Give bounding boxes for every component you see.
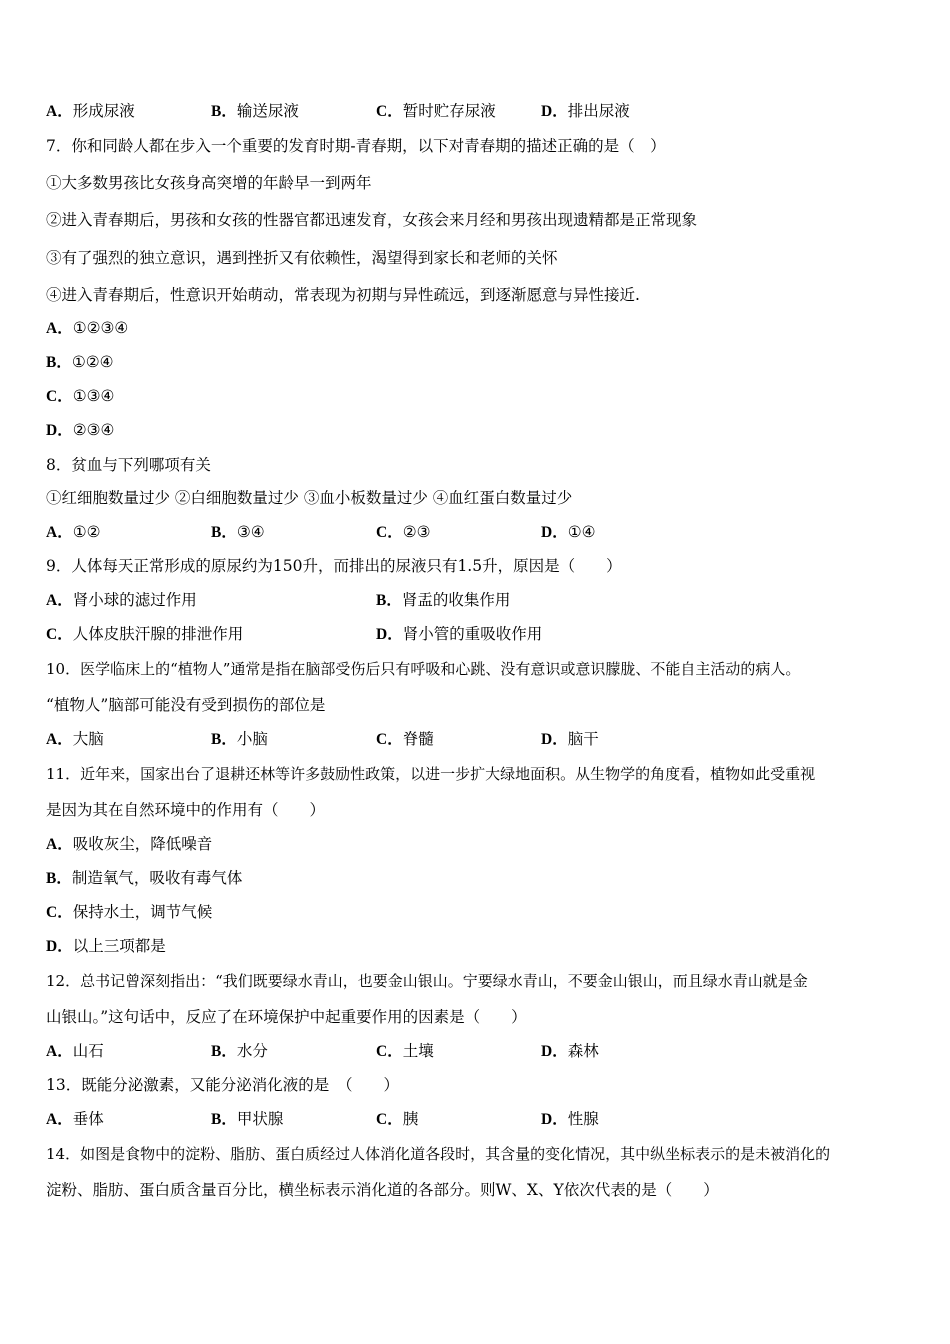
q7-option-d[interactable] bbox=[46, 420, 114, 441]
q9-option-a[interactable] bbox=[46, 590, 197, 611]
option-letter: D． bbox=[541, 524, 568, 541]
q6-option-c[interactable] bbox=[376, 101, 496, 122]
option-letter: D． bbox=[46, 938, 73, 955]
option-text: 土壤 bbox=[402, 1042, 434, 1060]
option-letter: B． bbox=[46, 354, 72, 371]
option-text: 胰 bbox=[402, 1110, 419, 1128]
option-text: 小脑 bbox=[236, 730, 268, 748]
option-text: 甲状腺 bbox=[236, 1110, 284, 1128]
option-text: ①② bbox=[72, 523, 101, 541]
option-letter: D． bbox=[541, 103, 568, 120]
option-text: 肾盂的收集作用 bbox=[401, 591, 511, 609]
q12-option-c[interactable] bbox=[376, 1041, 434, 1062]
q8-option-b[interactable] bbox=[211, 522, 265, 543]
option-letter: B． bbox=[211, 103, 237, 120]
option-letter: A． bbox=[46, 836, 73, 853]
option-text: 肾小管的重吸收作用 bbox=[402, 625, 543, 643]
q14-stem-line-1: 14．如图是食物中的淀粉、脂肪、蛋白质经过人体消化道各段时，其含量的变化情况，其中纵坐标表示的是未被消化的 bbox=[46, 1145, 831, 1163]
q7-option-c[interactable] bbox=[46, 386, 114, 407]
option-letter: B． bbox=[211, 1111, 237, 1128]
option-letter: C． bbox=[376, 731, 403, 748]
option-letter: B． bbox=[376, 592, 402, 609]
option-text: ③④ bbox=[236, 523, 265, 541]
q10-stem-line-2: “植物人”脑部可能没有受到损伤的部位是 bbox=[46, 696, 326, 714]
option-letter: D． bbox=[376, 626, 403, 643]
q6-option-b[interactable] bbox=[211, 101, 299, 122]
option-letter: C． bbox=[46, 626, 73, 643]
q9-option-c[interactable] bbox=[46, 624, 243, 645]
option-text: ①③④ bbox=[72, 387, 115, 405]
q13-option-a[interactable] bbox=[46, 1109, 104, 1130]
option-text: 性腺 bbox=[567, 1110, 599, 1128]
q7-statement-4: ④进入青春期后，性意识开始萌动，常表现为初期与异性疏远，到逐渐愿意与异性接近. bbox=[46, 286, 640, 304]
option-letter: D． bbox=[541, 1043, 568, 1060]
q12-option-b[interactable] bbox=[211, 1041, 268, 1062]
q8-option-c[interactable] bbox=[376, 522, 431, 543]
option-text: ①②③④ bbox=[72, 319, 129, 337]
q7-option-b[interactable] bbox=[46, 352, 114, 373]
q11-option-a[interactable] bbox=[46, 834, 212, 855]
option-letter: B． bbox=[211, 731, 237, 748]
option-text: 制造氧气，吸收有毒气体 bbox=[71, 869, 243, 887]
q11-option-d[interactable] bbox=[46, 936, 166, 957]
q13-option-d[interactable] bbox=[541, 1109, 599, 1130]
option-text: 吸收灰尘，降低噪音 bbox=[72, 835, 213, 853]
q11-stem-line-1: 11．近年来，国家出台了退耕还林等许多鼓励性政策，以进一步扩大绿地面积。从生物学的角度看，植物如此受重视 bbox=[46, 765, 816, 783]
option-letter: A． bbox=[46, 524, 73, 541]
option-text: 水分 bbox=[236, 1042, 268, 1060]
q12-stem-line-2: 山银山。”这句话中，反应了在环境保护中起重要作用的因素是（ ） bbox=[46, 1008, 527, 1026]
q11-option-c[interactable] bbox=[46, 902, 212, 923]
option-letter: C． bbox=[46, 904, 73, 921]
q6-option-a[interactable] bbox=[46, 101, 135, 122]
option-letter: C． bbox=[46, 388, 73, 405]
option-letter: D． bbox=[541, 1111, 568, 1128]
q8-stem: 8．贫血与下列哪项有关 bbox=[46, 456, 211, 474]
option-letter: C． bbox=[376, 524, 403, 541]
q12-option-a[interactable] bbox=[46, 1041, 104, 1062]
option-text: 以上三项都是 bbox=[72, 937, 166, 955]
q12-stem-line-1: 12．总书记曾深刻指出：“我们既要绿水青山，也要金山银山。宁要绿水青山，不要金山银山，而且绿水青山就是金 bbox=[46, 972, 808, 990]
q11-stem-line-2: 是因为其在自然环境中的作用有（ ） bbox=[46, 801, 326, 819]
option-letter: A． bbox=[46, 103, 73, 120]
option-text: 森林 bbox=[567, 1042, 599, 1060]
q11-option-b[interactable] bbox=[46, 868, 242, 889]
option-letter: B． bbox=[46, 870, 72, 887]
q12-option-d[interactable] bbox=[541, 1041, 599, 1062]
option-letter: A． bbox=[46, 320, 73, 337]
option-text: 输送尿液 bbox=[236, 102, 299, 120]
q13-stem: 13．既能分泌激素，又能分泌消化液的是 （ ） bbox=[46, 1076, 399, 1094]
q8-option-d[interactable] bbox=[541, 522, 596, 543]
option-text: ②③④ bbox=[72, 421, 115, 439]
q7-stem: 7．你和同龄人都在步入一个重要的发育时期-青春期，以下对青春期的描述正确的是（ ） bbox=[46, 137, 666, 155]
option-text: ①②④ bbox=[71, 353, 114, 371]
option-letter: A． bbox=[46, 1111, 73, 1128]
q7-statement-1: ①大多数男孩比女孩身高突增的年龄早一到两年 bbox=[46, 174, 372, 192]
option-text: 肾小球的滤过作用 bbox=[72, 591, 197, 609]
option-text: ①④ bbox=[567, 523, 596, 541]
option-text: 山石 bbox=[72, 1042, 104, 1060]
option-text: 脊髓 bbox=[402, 730, 434, 748]
q8-option-a[interactable] bbox=[46, 522, 101, 543]
q10-option-c[interactable] bbox=[376, 729, 434, 750]
option-text: 保持水土，调节气候 bbox=[72, 903, 213, 921]
option-letter: B． bbox=[211, 1043, 237, 1060]
q8-statement: ①红细胞数量过少 ②白细胞数量过少 ③血小板数量过少 ④血红蛋白数量过少 bbox=[46, 489, 573, 507]
option-text: 暂时贮存尿液 bbox=[402, 102, 496, 120]
q10-option-d[interactable] bbox=[541, 729, 599, 750]
q9-option-b[interactable] bbox=[376, 590, 510, 611]
q6-option-d[interactable] bbox=[541, 101, 630, 122]
option-letter: C． bbox=[376, 103, 403, 120]
option-text: 形成尿液 bbox=[72, 102, 135, 120]
q10-option-a[interactable] bbox=[46, 729, 104, 750]
q10-stem-line-1: 10．医学临床上的“植物人”通常是指在脑部受伤后只有呼吸和心跳、没有意识或意识朦胧、不能自主活动的病人。 bbox=[46, 660, 801, 678]
option-letter: C． bbox=[376, 1111, 403, 1128]
q13-option-b[interactable] bbox=[211, 1109, 283, 1130]
option-letter: A． bbox=[46, 731, 73, 748]
option-letter: B． bbox=[211, 524, 237, 541]
option-text: 人体皮肤汗腺的排泄作用 bbox=[72, 625, 244, 643]
q10-option-b[interactable] bbox=[211, 729, 268, 750]
option-letter: A． bbox=[46, 1043, 73, 1060]
q7-statement-2: ②进入青春期后，男孩和女孩的性器官都迅速发育，女孩会来月经和男孩出现遗精都是正常现象 bbox=[46, 211, 698, 229]
option-text: 脑干 bbox=[567, 730, 599, 748]
q7-option-a[interactable] bbox=[46, 318, 128, 339]
option-letter: C． bbox=[376, 1043, 403, 1060]
q9-option-d[interactable] bbox=[376, 624, 542, 645]
option-letter: A． bbox=[46, 592, 73, 609]
option-letter: D． bbox=[541, 731, 568, 748]
option-text: ②③ bbox=[402, 523, 431, 541]
q13-option-c[interactable] bbox=[376, 1109, 418, 1130]
q9-stem: 9．人体每天正常形成的原尿约为150升，而排出的尿液只有1.5升，原因是（ ） bbox=[46, 557, 622, 575]
q14-stem-line-2: 淀粉、脂肪、蛋白质含量百分比，横坐标表示消化道的各部分。则W、X、Y依次代表的是（ ） bbox=[46, 1181, 719, 1199]
option-text: 排出尿液 bbox=[567, 102, 630, 120]
option-text: 垂体 bbox=[72, 1110, 104, 1128]
option-text: 大脑 bbox=[72, 730, 104, 748]
option-letter: D． bbox=[46, 422, 73, 439]
q7-statement-3: ③有了强烈的独立意识，遇到挫折又有依赖性，渴望得到家长和老师的关怀 bbox=[46, 249, 558, 267]
